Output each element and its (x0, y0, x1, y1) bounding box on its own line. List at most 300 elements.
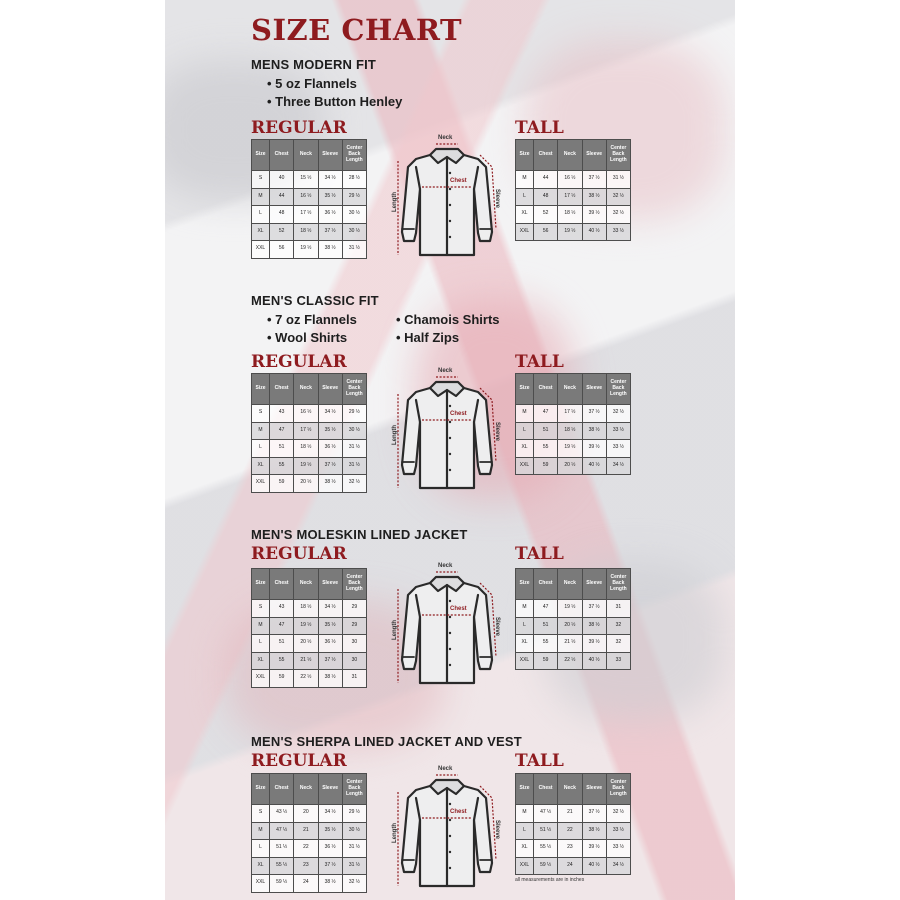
table-row (516, 171, 631, 189)
section-heading: MEN'S MOLESKIN LINED JACKET (251, 527, 468, 542)
table-cell: M (516, 405, 534, 423)
column-header: Center Back Length (606, 569, 630, 600)
table-row (252, 440, 367, 458)
table-row (516, 600, 631, 618)
table-row (252, 223, 367, 241)
table-cell: 55 (534, 440, 558, 458)
tall-label: TALL (515, 544, 564, 564)
column-header: Sleeve (318, 140, 342, 171)
table-cell: 37 ½ (318, 223, 342, 241)
table-cell: 55 (534, 635, 558, 653)
table-cell: XL (516, 840, 534, 858)
table-cell: L (516, 188, 534, 206)
table-cell: 29 (342, 600, 366, 618)
table-cell: 18 ½ (294, 223, 318, 241)
table-cell: 31 ½ (606, 171, 630, 189)
column-header: Chest (534, 374, 558, 405)
table-cell: 37 ½ (582, 405, 606, 423)
table-cell: 47 ½ (270, 822, 294, 840)
table-cell: 59 (270, 670, 294, 688)
column-header: Size (252, 569, 270, 600)
table-row (516, 822, 631, 840)
table-cell: 19 ½ (294, 617, 318, 635)
neck-label: Neck (438, 563, 453, 569)
table-cell: 19 ½ (558, 223, 582, 241)
table-cell: L (252, 206, 270, 224)
table-cell: 31 ½ (342, 840, 366, 858)
shirt-diagram (392, 137, 502, 261)
table-cell: XL (252, 223, 270, 241)
table-cell: 31 ½ (342, 457, 366, 475)
column-header: Neck (558, 569, 582, 600)
table-row (516, 652, 631, 670)
table-cell: XXL (252, 475, 270, 493)
table-cell: 33 ½ (606, 422, 630, 440)
regular-size-table (251, 773, 367, 893)
table-cell: 20 (294, 805, 318, 823)
table-cell: 29 ½ (342, 188, 366, 206)
regular-label: REGULAR (251, 544, 347, 564)
table-row (516, 206, 631, 224)
table-cell: 20 ½ (558, 617, 582, 635)
table-row (252, 857, 367, 875)
table-row (252, 652, 367, 670)
table-cell: 48 (534, 188, 558, 206)
column-header: Neck (558, 374, 582, 405)
table-cell: 32 ½ (606, 805, 630, 823)
shirt-outline-icon (392, 768, 502, 892)
table-cell: 55 ½ (270, 857, 294, 875)
table-cell: 31 ½ (342, 440, 366, 458)
table-cell: M (252, 188, 270, 206)
table-row (516, 457, 631, 475)
table-row (516, 422, 631, 440)
table-cell: 38 ½ (318, 475, 342, 493)
table-cell: 20 ½ (294, 635, 318, 653)
table-cell: S (252, 805, 270, 823)
table-cell: 30 ½ (342, 206, 366, 224)
table-cell: 31 (342, 670, 366, 688)
table-cell: 38 ½ (318, 875, 342, 893)
tall-size-table (515, 373, 631, 475)
table-cell: 35 ½ (318, 617, 342, 635)
column-header: Size (516, 569, 534, 600)
table-row (516, 440, 631, 458)
table-cell: 29 ½ (342, 405, 366, 423)
table-cell: S (252, 600, 270, 618)
table-cell: 33 ½ (606, 223, 630, 241)
table-cell: 29 (342, 617, 366, 635)
table-cell: 56 (270, 241, 294, 259)
table-cell: 22 (558, 822, 582, 840)
table-row (516, 857, 631, 875)
table-cell: 37 ½ (582, 171, 606, 189)
table-cell: XXL (252, 670, 270, 688)
table-cell: 17 ½ (558, 405, 582, 423)
table-cell: 40 ½ (582, 652, 606, 670)
regular-label: REGULAR (251, 751, 347, 771)
table-header-row (252, 140, 367, 171)
table-cell: 32 (606, 617, 630, 635)
column-header: Center Back Length (606, 374, 630, 405)
table-header-row (516, 774, 631, 805)
table-cell: L (252, 440, 270, 458)
table-cell: 35 ½ (318, 188, 342, 206)
table-cell: L (252, 635, 270, 653)
table-row (252, 635, 367, 653)
table-cell: 48 (270, 206, 294, 224)
table-cell: M (516, 600, 534, 618)
table-cell: M (516, 171, 534, 189)
table-row (516, 188, 631, 206)
shirt-diagram (392, 370, 502, 494)
table-cell: 18 ½ (558, 206, 582, 224)
table-cell: 37 ½ (318, 457, 342, 475)
column-header: Neck (558, 774, 582, 805)
column-header: Chest (534, 140, 558, 171)
bullet-item: • Wool Shirts (267, 330, 347, 345)
table-cell: 59 (534, 457, 558, 475)
column-header: Neck (294, 569, 318, 600)
table-cell: 17 ½ (294, 422, 318, 440)
page-title: SIZE CHART (251, 13, 463, 47)
table-row (516, 635, 631, 653)
table-cell: 36 ½ (318, 840, 342, 858)
regular-label: REGULAR (251, 118, 347, 138)
table-row (252, 475, 367, 493)
table-cell: 18 ½ (558, 422, 582, 440)
table-row (252, 670, 367, 688)
table-row (252, 617, 367, 635)
table-cell: 32 ½ (342, 875, 366, 893)
regular-size-table (251, 139, 367, 259)
regular-size-table (251, 373, 367, 493)
column-header: Center Back Length (342, 774, 366, 805)
table-cell: M (516, 805, 534, 823)
table-cell: 30 (342, 635, 366, 653)
column-header: Sleeve (582, 569, 606, 600)
table-cell: 22 ½ (294, 670, 318, 688)
table-cell: 43 ½ (270, 805, 294, 823)
table-cell: 38 ½ (582, 822, 606, 840)
table-cell: 47 (270, 617, 294, 635)
table-cell: 51 ½ (534, 822, 558, 840)
table-cell: 23 (558, 840, 582, 858)
table-row (252, 822, 367, 840)
table-cell: XXL (516, 857, 534, 875)
table-cell: XXL (516, 223, 534, 241)
table-cell: 16 ½ (558, 171, 582, 189)
table-cell: 18 ½ (294, 600, 318, 618)
table-cell: XL (252, 857, 270, 875)
table-cell: 33 ½ (606, 822, 630, 840)
length-label: Length (392, 425, 398, 445)
table-cell: 36 ½ (318, 635, 342, 653)
table-cell: 47 ½ (534, 805, 558, 823)
table-cell: 21 ½ (558, 635, 582, 653)
column-header: Center Back Length (342, 569, 366, 600)
table-cell: 55 (270, 457, 294, 475)
column-header: Chest (534, 569, 558, 600)
table-cell: 37 ½ (318, 652, 342, 670)
table-cell: 33 ½ (606, 840, 630, 858)
table-cell: XXL (252, 875, 270, 893)
table-cell: 31 (606, 600, 630, 618)
table-cell: XXL (516, 457, 534, 475)
table-cell: 17 ½ (558, 188, 582, 206)
table-row (252, 840, 367, 858)
tall-size-table (515, 568, 631, 670)
table-cell: XL (516, 635, 534, 653)
table-cell: 40 (270, 171, 294, 189)
table-cell: 21 (558, 805, 582, 823)
table-cell: 59 (534, 652, 558, 670)
table-row (516, 223, 631, 241)
neck-label: Neck (438, 135, 453, 141)
column-header: Size (516, 140, 534, 171)
column-header: Chest (270, 374, 294, 405)
table-cell: 22 (294, 840, 318, 858)
table-cell: XL (516, 206, 534, 224)
column-header: Neck (294, 774, 318, 805)
table-cell: 36 ½ (318, 206, 342, 224)
length-label: Length (392, 620, 398, 640)
chest-label: Chest (450, 178, 467, 184)
column-header: Size (516, 774, 534, 805)
regular-size-table (251, 568, 367, 688)
column-header: Neck (294, 140, 318, 171)
table-cell: 38 ½ (582, 188, 606, 206)
tall-label: TALL (515, 352, 564, 372)
table-cell: 51 (534, 617, 558, 635)
table-cell: 20 ½ (294, 475, 318, 493)
tall-size-table (515, 773, 631, 875)
chest-label: Chest (450, 606, 467, 612)
table-cell: 40 ½ (582, 457, 606, 475)
table-cell: 36 ½ (318, 440, 342, 458)
sleeve-label: Sleeve (494, 422, 500, 442)
table-cell: 38 ½ (582, 617, 606, 635)
column-header: Size (252, 374, 270, 405)
table-cell: 39 ½ (582, 440, 606, 458)
table-cell: 35 ½ (318, 822, 342, 840)
column-header: Chest (534, 774, 558, 805)
table-cell: 16 ½ (294, 188, 318, 206)
table-cell: 51 (534, 422, 558, 440)
table-row (252, 241, 367, 259)
column-header: Center Back Length (606, 774, 630, 805)
table-cell: 39 ½ (582, 635, 606, 653)
table-cell: 32 ½ (606, 188, 630, 206)
tall-size-table (515, 139, 631, 241)
table-row (252, 875, 367, 893)
table-cell: 44 (534, 171, 558, 189)
column-header: Size (252, 774, 270, 805)
table-cell: 56 (534, 223, 558, 241)
sleeve-label: Sleeve (494, 820, 500, 840)
table-cell: 52 (534, 206, 558, 224)
table-cell: L (252, 840, 270, 858)
bullet-item: • Half Zips (396, 330, 459, 345)
table-cell: 33 ½ (606, 440, 630, 458)
table-cell: 28 ½ (342, 171, 366, 189)
table-header-row (252, 774, 367, 805)
regular-label: REGULAR (251, 352, 347, 372)
table-cell: 55 (270, 652, 294, 670)
table-cell: XXL (252, 241, 270, 259)
table-cell: 18 ½ (294, 440, 318, 458)
section-heading: MEN'S SHERPA LINED JACKET AND VEST (251, 734, 522, 749)
table-cell: 59 ½ (534, 857, 558, 875)
table-cell: 22 ½ (558, 652, 582, 670)
table-header-row (252, 374, 367, 405)
column-header: Center Back Length (342, 140, 366, 171)
table-cell: L (516, 822, 534, 840)
table-cell: 34 ½ (318, 171, 342, 189)
column-header: Sleeve (318, 774, 342, 805)
table-cell: 51 (270, 635, 294, 653)
section-heading: MEN'S CLASSIC FIT (251, 293, 379, 308)
table-cell: 31 ½ (342, 241, 366, 259)
table-row (516, 617, 631, 635)
table-cell: 37 ½ (582, 805, 606, 823)
table-cell: 23 (294, 857, 318, 875)
table-cell: 43 (270, 405, 294, 423)
table-cell: 32 (606, 635, 630, 653)
column-header: Sleeve (318, 569, 342, 600)
table-cell: 20 ½ (558, 457, 582, 475)
table-cell: 47 (270, 422, 294, 440)
table-cell: 17 ½ (294, 206, 318, 224)
shirt-outline-icon (392, 370, 502, 494)
column-header: Size (516, 374, 534, 405)
table-cell: 37 ½ (318, 857, 342, 875)
table-cell: 52 (270, 223, 294, 241)
tall-label: TALL (515, 118, 564, 138)
table-cell: 47 (534, 600, 558, 618)
column-header: Neck (558, 140, 582, 171)
bullet-item: • Chamois Shirts (396, 312, 500, 327)
table-cell: 47 (534, 405, 558, 423)
column-header: Neck (294, 374, 318, 405)
table-cell: 37 ½ (582, 600, 606, 618)
column-header: Sleeve (318, 374, 342, 405)
table-cell: 15 ½ (294, 171, 318, 189)
table-cell: 32 ½ (606, 405, 630, 423)
table-cell: 51 (270, 440, 294, 458)
table-cell: 30 ½ (342, 223, 366, 241)
table-row (516, 405, 631, 423)
table-cell: L (516, 617, 534, 635)
length-label: Length (392, 192, 398, 212)
table-cell: 32 ½ (342, 475, 366, 493)
table-header-row (516, 374, 631, 405)
tall-label: TALL (515, 751, 564, 771)
sleeve-label: Sleeve (494, 617, 500, 637)
table-header-row (516, 140, 631, 171)
table-cell: 55 ½ (534, 840, 558, 858)
column-header: Chest (270, 569, 294, 600)
table-cell: 30 (342, 652, 366, 670)
table-cell: 34 ½ (606, 457, 630, 475)
chest-label: Chest (450, 809, 467, 815)
table-cell: 21 (294, 822, 318, 840)
table-cell: 39 ½ (582, 206, 606, 224)
table-row (252, 600, 367, 618)
table-cell: 59 (270, 475, 294, 493)
table-cell: 19 ½ (294, 241, 318, 259)
table-cell: 34 ½ (606, 857, 630, 875)
table-cell: 38 ½ (318, 670, 342, 688)
table-cell: S (252, 171, 270, 189)
column-header: Chest (270, 774, 294, 805)
table-cell: 30 ½ (342, 822, 366, 840)
table-cell: 32 ½ (606, 206, 630, 224)
table-cell: 24 (294, 875, 318, 893)
table-row (516, 805, 631, 823)
shirt-diagram (392, 565, 502, 689)
bullet-item: • Three Button Henley (267, 94, 402, 109)
table-cell: 38 ½ (582, 422, 606, 440)
table-cell: 16 ½ (294, 405, 318, 423)
table-cell: XL (516, 440, 534, 458)
table-cell: 19 ½ (558, 600, 582, 618)
table-row (252, 206, 367, 224)
bullet-item: • 5 oz Flannels (267, 76, 357, 91)
table-cell: 31 ½ (342, 857, 366, 875)
column-header: Center Back Length (606, 140, 630, 171)
table-row (252, 188, 367, 206)
chest-label: Chest (450, 411, 467, 417)
shirt-diagram (392, 768, 502, 892)
neck-label: Neck (438, 766, 453, 772)
table-cell: 30 ½ (342, 422, 366, 440)
table-cell: 59 ½ (270, 875, 294, 893)
table-cell: 34 ½ (318, 805, 342, 823)
table-cell: 43 (270, 600, 294, 618)
sleeve-label: Sleeve (494, 189, 500, 209)
table-cell: 35 ½ (318, 422, 342, 440)
table-cell: 34 ½ (318, 405, 342, 423)
table-cell: 19 ½ (294, 457, 318, 475)
column-header: Size (252, 140, 270, 171)
table-cell: 21 ½ (294, 652, 318, 670)
section-heading: MENS MODERN FIT (251, 57, 377, 72)
table-cell: S (252, 405, 270, 423)
table-cell: 34 ½ (318, 600, 342, 618)
table-cell: 51 ½ (270, 840, 294, 858)
table-cell: 24 (558, 857, 582, 875)
table-row (252, 405, 367, 423)
column-header: Chest (270, 140, 294, 171)
table-header-row (252, 569, 367, 600)
table-cell: XXL (516, 652, 534, 670)
table-row (252, 457, 367, 475)
length-label: Length (392, 823, 398, 843)
table-cell: XL (252, 457, 270, 475)
table-row (252, 171, 367, 189)
table-row (252, 422, 367, 440)
table-header-row (516, 569, 631, 600)
table-cell: 44 (270, 188, 294, 206)
column-header: Center Back Length (342, 374, 366, 405)
column-header: Sleeve (582, 774, 606, 805)
column-header: Sleeve (582, 374, 606, 405)
table-cell: 40 ½ (582, 223, 606, 241)
table-cell: M (252, 617, 270, 635)
column-header: Sleeve (582, 140, 606, 171)
table-cell: 19 ½ (558, 440, 582, 458)
